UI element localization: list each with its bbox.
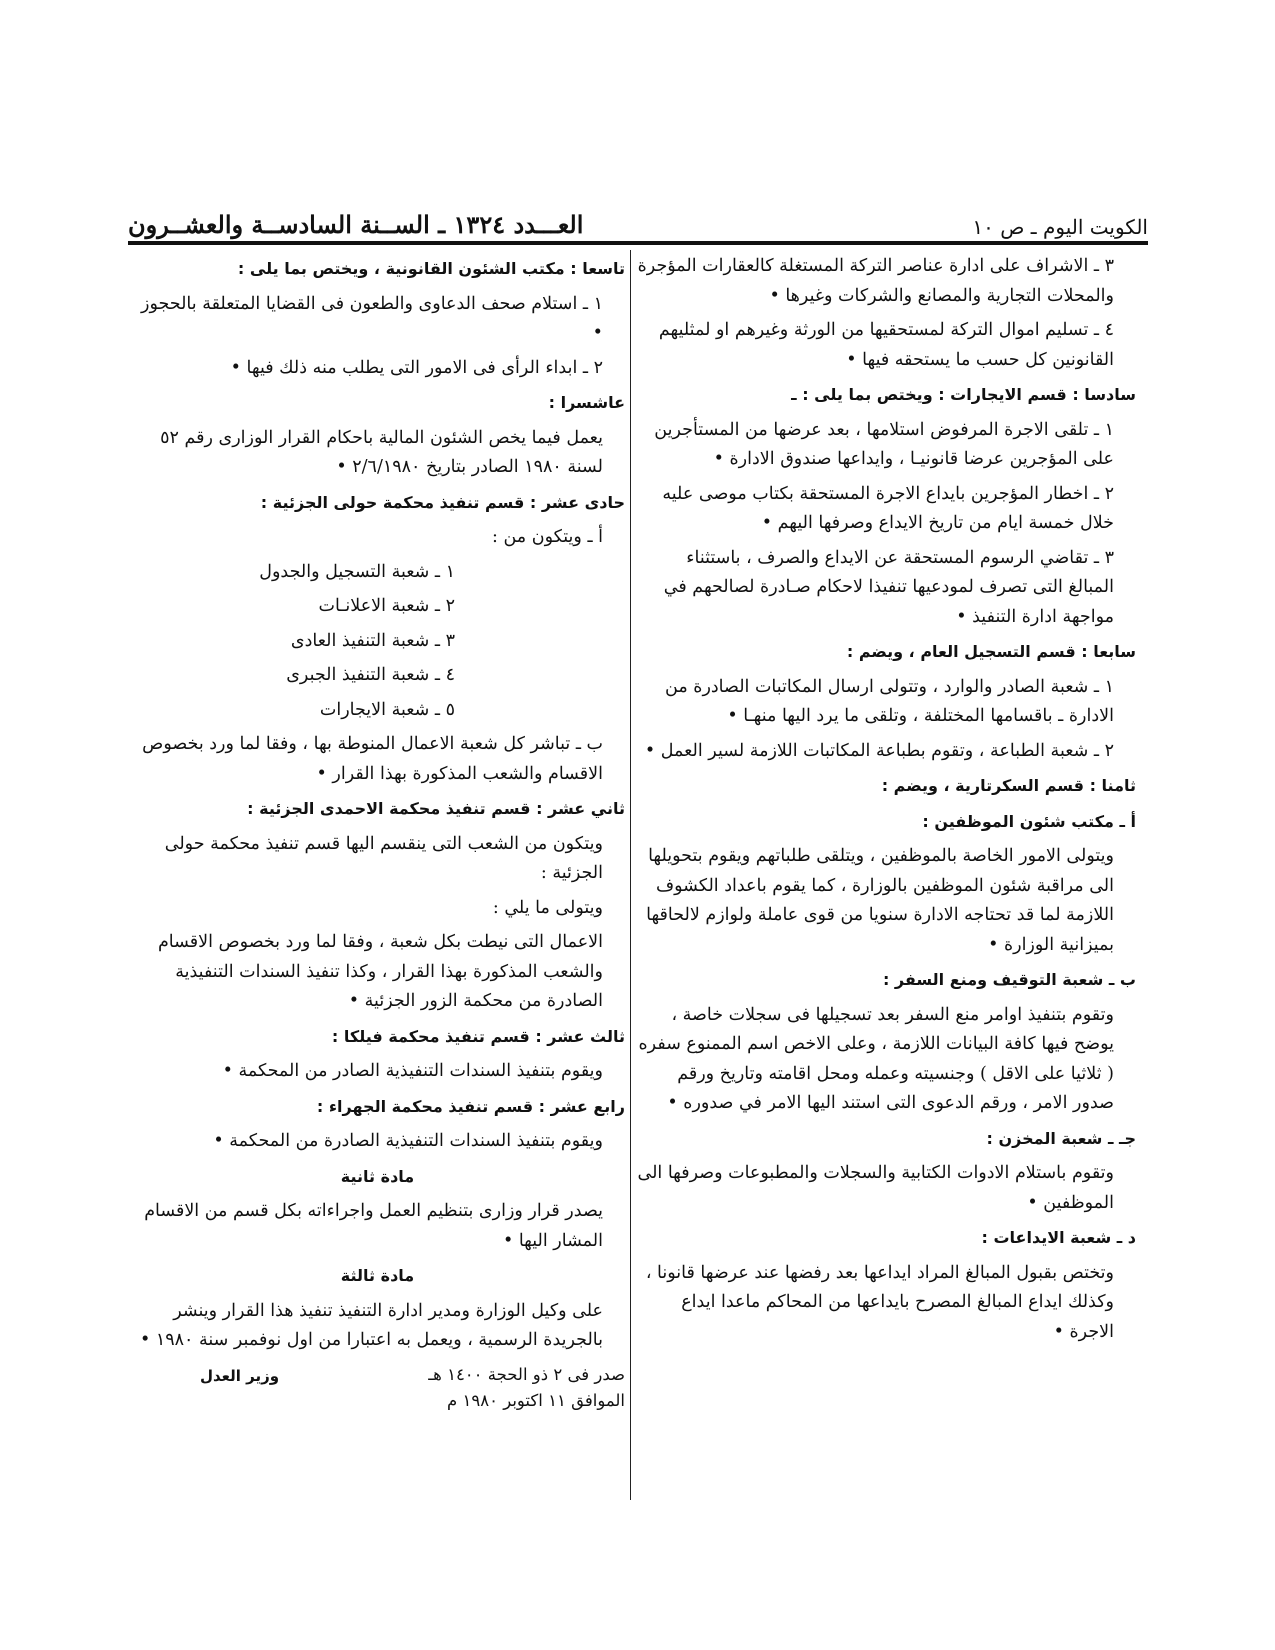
header-issue-title: العـــدد ١٣٢٤ ـ الســنة السادســة والعشــرون: [128, 210, 584, 239]
paragraph: ٣ ـ الاشراف على ادارة عناصر التركة المستغلة كالعقارات المؤجرة والمحلات التجارية والمصانع والشركات وغيرها •: [637, 256, 1114, 306]
paragraph: الاعمال التى نيطت بكل شعبة ، وفقا لما ورد بخصوص الاقسام والشعب المذكورة بهذا القرار ، وكذا تنفيذ السندات التنفيذية الصادرة من محكمة الزور الجزئية •: [157, 932, 603, 1011]
paragraph: وتقوم باستلام الادوات الكتابية والسجلات والمطبوعات وصرفها الى الموظفين •: [637, 1163, 1114, 1213]
paragraph: ١ ـ شعبة الصادر والوارد ، وتتولى ارسال المكاتبات الصادرة من الادارة ـ باقسامها المختلفة ، وتلقى ما يرد اليها منهـا •: [665, 676, 1114, 726]
issue-date: [428, 1362, 625, 1414]
section-heading: رابع عشر : قسم تنفيذ محكمة الجهراء :: [316, 1096, 625, 1116]
paragraph: وتختص بقبول المبالغ المراد ايداعها بعد رفضها عند عرضها قانونا ، وكذلك ايداع المبالغ المصرح بايداعها من المحاكم ماعدا ايداع الاجرة •: [645, 1262, 1114, 1342]
paragraph: ١ ـ تلقى الاجرة المرفوض استلامها ، بعد عرضها من المستأجرين على المؤجرين عرضا قانونيـا ، وايداعها صندوق الادارة •: [654, 419, 1114, 469]
signature-block: [130, 1362, 625, 1414]
list-item: ١ ـ شعبة التسجيل والجدول: [259, 561, 455, 582]
section-heading: أ ـ مكتب شئون الموظفين :: [922, 811, 1136, 831]
section-heading: عاشسرا :: [548, 393, 625, 412]
section-heading: ثامنا : قسم السكرتارية ، ويضم :: [881, 776, 1136, 795]
paragraph: ويتولى الامور الخاصة بالموظفين ، ويتلقى طلباتهم ويقوم بتحويلها الى مراقبة شئون الموظفين بالوزارة ، كما يقوم باعداد الكشوف اللازمة لما قد تحتاجه الادارة سنويا من قوى عاملة ولوازم لالحاقها بميزانية الوزارة •: [646, 846, 1114, 955]
paragraph: ٤ ـ تسليم اموال التركة لمستحقيها من الورثة وغيرهم او لمثليهم القانونين كل حسب ما يستحقه فيها •: [658, 320, 1114, 370]
paragraph: ١ ـ استلام صحف الدعاوى والطعون فى القضايا المتعلقة بالحجوز •: [141, 293, 603, 343]
section-heading: سادسا : قسم الايجارات : ويختص بما يلى : ـ: [791, 385, 1136, 404]
paragraph: ويقوم بتنفيذ السندات التنفيذية الصادر من المحكمة •: [222, 1061, 603, 1081]
section-heading: جـ ـ شعبة المخزن :: [986, 1128, 1136, 1148]
paragraph: يصدر قرار وزارى بتنظيم العمل واجراءاته بكل قسم من الاقسام المشار اليها •: [144, 1201, 603, 1251]
paragraph: ب ـ تباشر كل شعبة الاعمال المنوطة بها ، وفقا لما ورد بخصوص الاقسام والشعب المذكورة بهذا القرار •: [142, 734, 603, 784]
left-column: [130, 252, 625, 1414]
paragraph: ٣ ـ تقاضي الرسوم المستحقة عن الايداع والصرف ، باستثناء المبالغ التى تصرف لمودعيها تنفيذا لاحكام صـادرة لصالحهم في مواجهة ادارة التنفيذ •: [663, 547, 1114, 627]
list-item: ٤ ـ شعبة التنفيذ الجبرى: [286, 665, 455, 685]
right-column: [636, 252, 1136, 1352]
page-header: [128, 203, 1148, 244]
paragraph: وتقوم بتنفيذ اوامر منع السفر بعد تسجيلها فى سجلات خاصة ، يوضح فيها كافة البيانات اللازمة ، وعلى الاخص اسم الممنوع سفره ( ثلاثيا على الاقل ) وجنسيته وعمله ومحل اقامته وتاريخ ورقم صدور الامر ، ورقم الدعوى التى استند اليها الامر في صدوره •: [638, 1004, 1114, 1113]
header-rule: [128, 244, 1148, 245]
section-heading: حادى عشر : قسم تنفيذ محكمة حولى الجزئية :: [260, 492, 625, 512]
paragraph: ٢ ـ اخطار المؤجرين بايداع الاجرة المستحقة بكتاب موصى عليه خلال خمسة ايام من تاريخ الايداع وصرفها اليهم •: [662, 483, 1114, 533]
paragraph: ويتولى ما يلي :: [492, 897, 603, 918]
section-heading: ثالث عشر : قسم تنفيذ محكمة فيلكا :: [331, 1026, 625, 1046]
list-item: ٣ ـ شعبة التنفيذ العادى: [290, 630, 455, 651]
list-item: ٢ ـ شعبة الاعلانـات: [318, 596, 455, 616]
date-hijri: صدر فى ٢ ذو الحجة ١٤٠٠ هـ: [428, 1364, 625, 1384]
article-heading: مادة ثالثة: [340, 1266, 415, 1285]
paragraph: على وكيل الوزارة ومدير ادارة التنفيذ تنفيذ هذا القرار وينشر بالجريدة الرسمية ، ويعمل به اعتبارا من اول نوفمبر سنة ١٩٨٠ •: [139, 1300, 603, 1350]
paragraph: أ ـ ويتكون من :: [492, 527, 603, 547]
section-heading: د ـ شعبة الايداعات :: [981, 1228, 1136, 1247]
section-heading: سابعا : قسم التسجيل العام ، ويضم :: [846, 642, 1136, 661]
section-heading: تاسعا : مكتب الشئون القانونية ، ويختص بما يلى :: [237, 259, 625, 278]
paragraph: ٢ ـ ابداء الرأى فى الامور التى يطلب منه ذلك فيها •: [230, 357, 603, 378]
section-heading: ب ـ شعبة التوقيف ومنع السفر :: [882, 970, 1136, 989]
signer-title: وزير العدل: [200, 1366, 280, 1385]
paragraph: ويقوم بتنفيذ السندات التنفيذية الصادرة من المحكمة •: [213, 1131, 603, 1151]
column-divider: [630, 250, 631, 1500]
section-heading: ثاني عشر : قسم تنفيذ محكمة الاحمدى الجزئية :: [247, 799, 625, 818]
list-item: ٥ ـ شعبة الايجارات: [319, 699, 455, 720]
paragraph: يعمل فيما يخص الشئون المالية باحكام القرار الوزارى رقم ٥٢ لسنة ١٩٨٠ الصادر بتاريخ ٢/٦/١٩٨٠ •: [160, 427, 603, 477]
date-gregorian: الموافق ١١ اكتوبر ١٩٨٠ م: [447, 1390, 625, 1410]
header-page-number: الكويت اليوم ـ ص ١٠: [972, 215, 1148, 239]
paragraph: ٢ ـ شعبة الطباعة ، وتقوم بطباعة المكاتبات اللازمة لسير العمل •: [644, 740, 1114, 761]
paragraph: ويتكون من الشعب التى ينقسم اليها قسم تنفيذ محكمة حولى الجزئية :: [164, 833, 603, 883]
article-heading: مادة ثانية: [340, 1166, 415, 1186]
